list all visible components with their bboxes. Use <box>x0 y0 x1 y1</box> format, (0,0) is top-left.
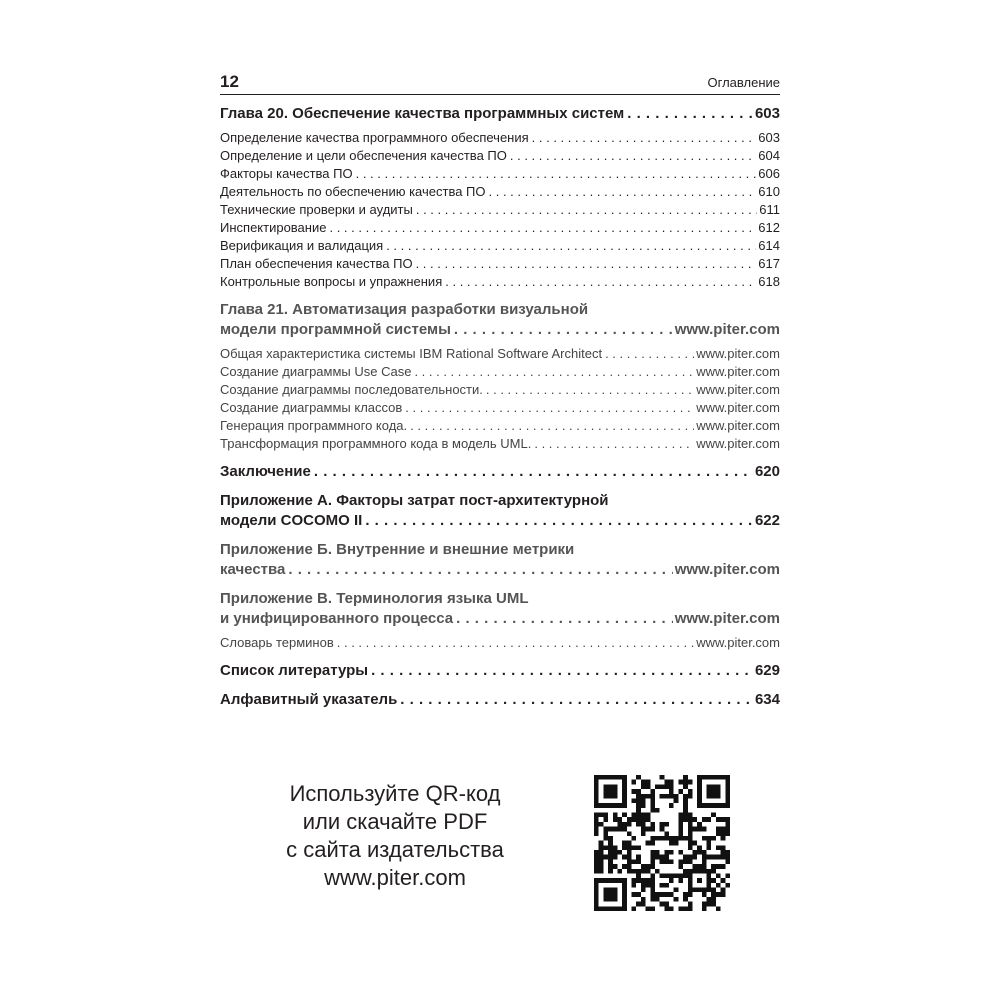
dot-leader <box>510 147 756 165</box>
toc-section-title: Генерация программного кода. <box>220 418 408 433</box>
toc-section <box>220 129 780 147</box>
toc-page-ref: 618 <box>758 274 780 289</box>
toc-section <box>220 183 780 201</box>
toc-page-ref: 620 <box>754 463 780 480</box>
promo-line: с сайта издательства <box>286 837 504 862</box>
toc-section <box>220 399 780 417</box>
toc-section <box>220 345 780 363</box>
toc-chapter-title: Заключение <box>220 463 311 480</box>
toc-chapter-title: Глава 20. Обеспечение качества программных систем <box>220 105 625 122</box>
dot-leader <box>386 237 756 255</box>
toc-page-ref: 603 <box>758 130 780 145</box>
toc-section <box>220 363 780 381</box>
toc-section <box>220 634 780 652</box>
toc-page-ref: www.piter.com <box>674 321 780 338</box>
toc-chapter-title: и унифицированного процесса <box>220 610 454 627</box>
toc-page-ref: 606 <box>758 166 780 181</box>
toc-page-ref: 634 <box>754 691 780 708</box>
toc-section-title: Создание диаграммы Use Case <box>220 364 412 379</box>
toc-page-ref: www.piter.com <box>674 561 780 578</box>
toc-section <box>220 273 780 291</box>
toc-chapter <box>220 491 780 531</box>
toc-chapter-title: Глава 21. Автоматизация разработки визуальной <box>220 301 589 318</box>
promo-line: или скачайте PDF <box>302 809 488 834</box>
toc-section <box>220 201 780 219</box>
dot-leader <box>371 661 753 681</box>
toc-section-title: Создание диаграммы последовательности. <box>220 382 483 397</box>
toc-chapter-title: модели программной системы <box>220 321 451 338</box>
toc-chapter <box>220 661 780 681</box>
toc-page-ref: 612 <box>758 220 780 235</box>
toc-section <box>220 237 780 255</box>
toc-chapter-title: Алфавитный указатель <box>220 691 398 708</box>
toc-page-ref: 604 <box>758 148 780 163</box>
dot-leader <box>405 399 694 417</box>
toc-chapter <box>220 462 780 482</box>
toc-page-ref: www.piter.com <box>696 418 780 433</box>
toc-section-title: Технические проверки и аудиты <box>220 202 413 217</box>
toc-section-title: Создание диаграммы классов <box>220 400 403 415</box>
toc-section-title: Факторы качества ПО <box>220 166 353 181</box>
running-title: Оглавление <box>707 75 780 90</box>
toc-section-title: Контрольные вопросы и упражнения <box>220 274 443 289</box>
dot-leader <box>416 255 757 273</box>
dot-leader <box>414 363 694 381</box>
toc-page-ref: 611 <box>759 202 780 217</box>
dot-leader <box>445 273 756 291</box>
dot-leader <box>605 345 694 363</box>
toc-page-ref: 617 <box>758 256 780 271</box>
toc-section <box>220 435 780 453</box>
page-number: 12 <box>220 72 239 91</box>
dot-leader <box>329 219 756 237</box>
toc-page-ref: www.piter.com <box>696 635 780 650</box>
table-of-contents <box>220 104 780 710</box>
toc-chapter <box>220 300 780 340</box>
toc-section <box>220 165 780 183</box>
toc-chapter-title: модели COCOMO II <box>220 512 363 529</box>
dot-leader <box>400 690 753 710</box>
header-rule <box>220 94 780 95</box>
toc-section-title: Верификация и валидация <box>220 238 384 253</box>
toc-page-ref: www.piter.com <box>696 364 780 379</box>
toc-chapter-title: Приложение Б. Внутренние и внешние метрики <box>220 541 575 558</box>
toc-page-ref: www.piter.com <box>696 436 780 451</box>
toc-chapter-title: Приложение В. Терминология языка UML <box>220 590 529 607</box>
toc-section-title: Общая характеристика системы IBM Rational Software Architect <box>220 346 603 361</box>
toc-section <box>220 417 780 435</box>
toc-section-title: Инспектирование <box>220 220 327 235</box>
dot-leader <box>534 435 694 453</box>
dot-leader <box>365 511 753 531</box>
toc-chapter <box>220 690 780 710</box>
toc-page <box>220 70 780 710</box>
toc-page-ref: www.piter.com <box>696 346 780 361</box>
toc-section-title: Деятельность по обеспечению качества ПО <box>220 184 486 199</box>
toc-chapter-title: Приложение А. Факторы затрат пост-архитектурной <box>220 492 609 509</box>
promo-line: www.piter.com <box>324 865 466 890</box>
page-header <box>220 70 780 92</box>
toc-section-title: Трансформация программного кода в модель UML. <box>220 436 532 451</box>
toc-chapter <box>220 104 780 124</box>
toc-section-title: Определение и цели обеспечения качества ПО <box>220 148 507 163</box>
toc-chapter-title: Список литературы <box>220 662 369 679</box>
dot-leader <box>416 201 757 219</box>
toc-page-ref: www.piter.com <box>696 400 780 415</box>
toc-section <box>220 219 780 237</box>
toc-page-ref: 614 <box>758 238 780 253</box>
toc-page-ref: 610 <box>758 184 780 199</box>
toc-chapter <box>220 589 780 629</box>
dot-leader <box>532 129 757 147</box>
toc-section-title: Словарь терминов <box>220 635 334 650</box>
toc-page-ref: 622 <box>754 512 780 529</box>
dot-leader <box>456 609 673 629</box>
toc-section <box>220 255 780 273</box>
toc-section <box>220 147 780 165</box>
dot-leader <box>356 165 757 183</box>
toc-chapter-title: качества <box>220 561 286 578</box>
dot-leader <box>410 417 694 435</box>
qr-promo-text <box>270 780 520 892</box>
dot-leader <box>627 104 753 124</box>
toc-section-title: План обеспечения качества ПО <box>220 256 413 271</box>
dot-leader <box>454 320 673 340</box>
dot-leader <box>489 183 757 201</box>
toc-section-title: Определение качества программного обеспечения <box>220 130 529 145</box>
toc-page-ref: 603 <box>754 105 780 122</box>
dot-leader <box>288 560 672 580</box>
toc-page-ref: 629 <box>754 662 780 679</box>
toc-page-ref: www.piter.com <box>696 382 780 397</box>
dot-leader <box>314 462 753 482</box>
dot-leader <box>486 381 694 399</box>
qr-code-icon[interactable] <box>594 775 730 911</box>
toc-page-ref: www.piter.com <box>674 610 780 627</box>
toc-section <box>220 381 780 399</box>
promo-line: Используйте QR-код <box>289 781 501 806</box>
toc-chapter <box>220 540 780 580</box>
dot-leader <box>337 634 694 652</box>
